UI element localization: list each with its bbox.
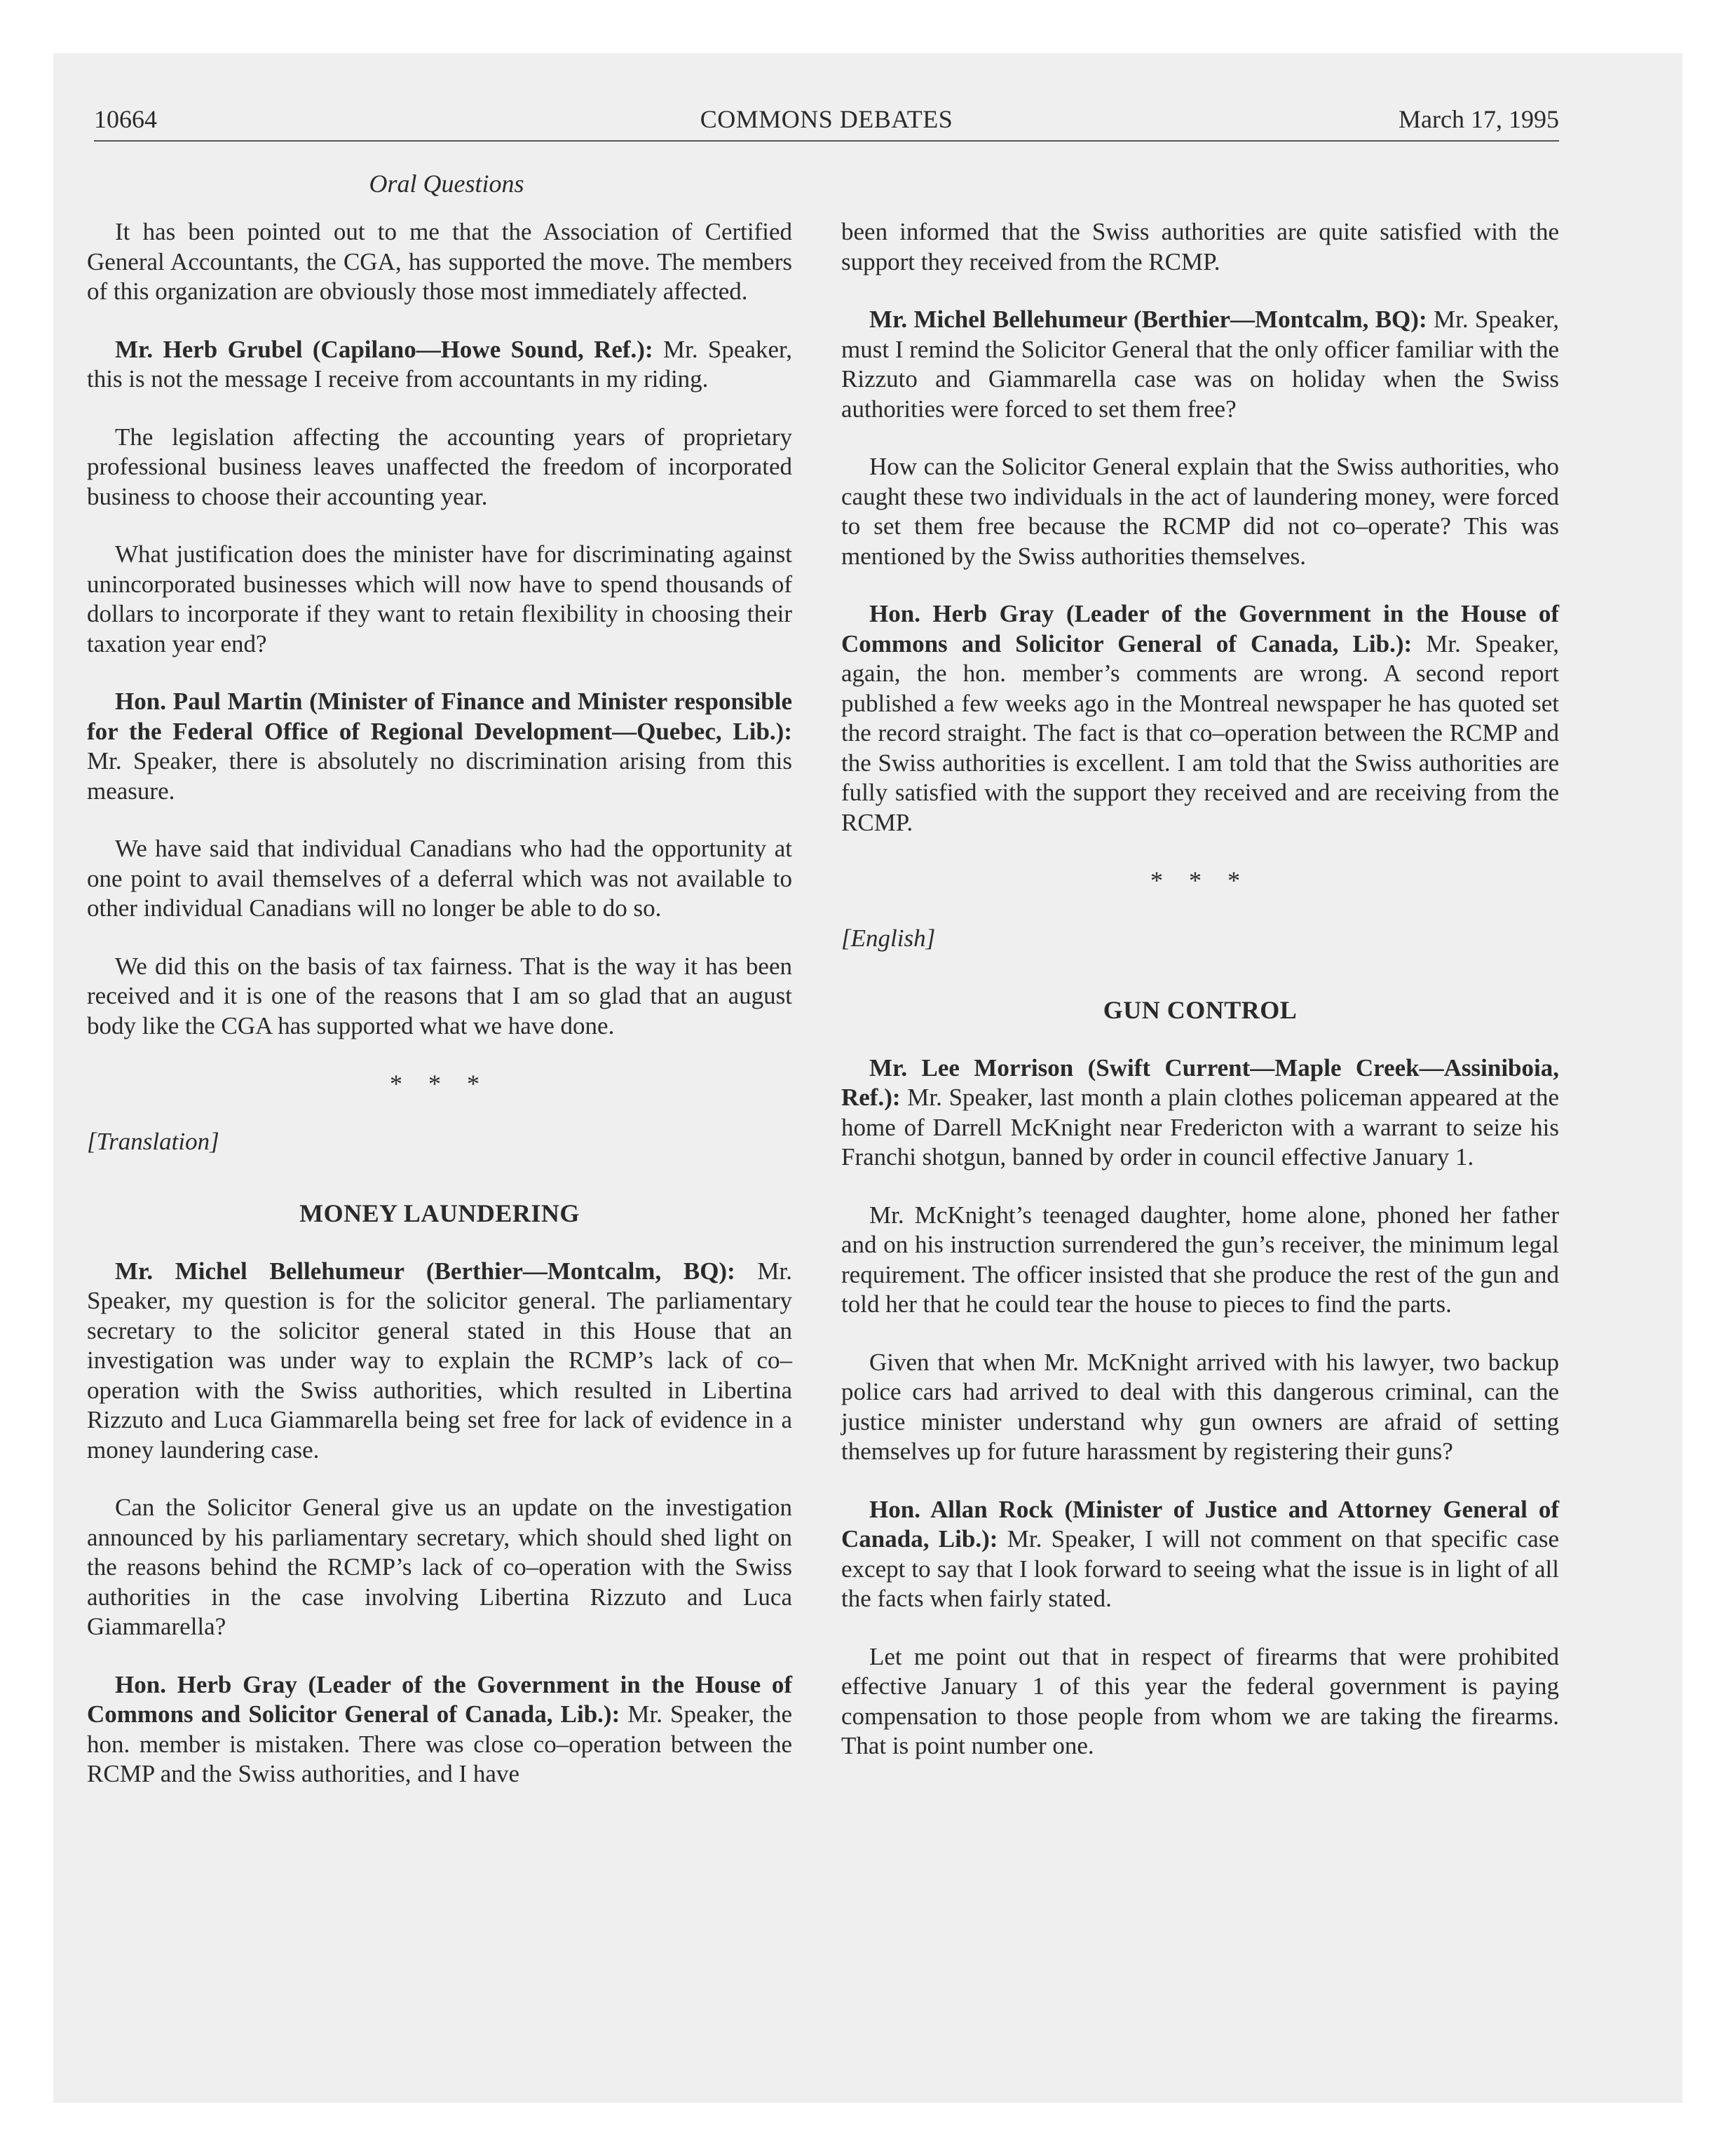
publication-title: COMMONS DEBATES [700,105,953,133]
paragraph [87,687,792,806]
paragraph: been informed that the Swiss authorities are quite satisfied with the support they received from the RCMP. [841,218,1559,275]
speaker-name: Hon. Herb Gray (Leader of the Government in the House of Commons and Solicitor General of Canada, Lib.): [87,1670,792,1728]
speech-text: Mr. Speaker, must I remind the Solicitor General that the only officer familiar with the Rizzuto and Giammarella case was on holiday when the Swiss authorities were forced to set them free? [841,306,1559,423]
paragraph: We did this on the basis of tax fairness. That is the way it has been received and it is one of the reasons that I am so glad that an august body like the CGA has supported what we have done. [87,952,792,1039]
speech-text: Mr. Speaker, last month a plain clothes policeman appeared at the home of Darrell McKnight near Fredericton with a warrant to seize his Franchi shotgun, banned by order in council effective January 1. [841,1084,1559,1171]
speech-text: Mr. Speaker, the hon. member is mistaken. There was close co–operation between the RCMP and the Swiss authorities, and I have [87,1700,792,1787]
paragraph [87,1257,792,1466]
speaker-name: Mr. Michel Bellehumeur (Berthier—Montcalm, BQ): [115,1257,735,1285]
page-number: 10664 [94,105,157,133]
language-tag: [Translation] [87,1127,219,1155]
paragraph: The legislation affecting the accounting years of proprietary professional business leaves unaffected the freedom of incorporated business to choose their accounting year. [87,423,792,510]
section-heading: MONEY LAUNDERING [299,1199,580,1227]
paragraph: Let me point out that in respect of firearms that were prohibited effective January 1 of this year the federal government is paying compensation to those people from whom we are taking the firearms. That is point number one. [841,1642,1559,1759]
speaker-name: Mr. Lee Morrison (Swift Current—Maple Creek—Assiniboia, Ref.): [841,1053,1559,1111]
speech-text: Mr. Speaker, there is absolutely no discrimination arising from this measure. [87,747,792,805]
paragraph: Mr. McKnight’s teenaged daughter, home alone, phoned her father and on his instruction surrendered the gun’s receiver, the minimum legal requirement. The officer insisted that she produce the rest of the gun and told her that he could tear the house to pieces to find the parts. [841,1201,1559,1318]
paragraph [841,1495,1559,1614]
paragraph: How can the Solicitor General explain that the Swiss authorities, who caught these two individuals in the act of laundering money, were forced to set them free because the RCMP did not co–operate? This was mentioned by the Swiss authorities themselves. [841,453,1559,570]
speaker-name: Hon. Herb Gray (Leader of the Government in the House of Commons and Solicitor General of Canada, Lib.): [841,600,1559,657]
language-tag: [English] [841,924,936,952]
speaker-name: Hon. Allan Rock (Minister of Justice and Attorney General of Canada, Lib.): [841,1495,1559,1553]
section-label: Oral Questions [369,170,524,198]
left-column [87,217,792,1817]
speech-text: Mr. Speaker, I will not comment on that specific case except to say that I look forward to seeing what the issue is in light of all the facts when fairly stated. [841,1525,1559,1612]
paragraph: We have said that individual Canadians who had the opportunity at one point to avail themselves of a deferral which was not available to other individual Canadians will no longer be able to do so. [87,835,792,922]
page-header [94,104,1559,142]
speech-text: Mr. Speaker, again, the hon. member’s comments are wrong. A second report published a few weeks ago in the Montreal newspaper he has quoted set the record straight. The fact is that co–operation between the RCMP and the Swiss authorities is excellent. I am told that the Swiss authorities are fully satisfied with the support they received and are receiving from the RCMP. [841,629,1559,836]
right-column [841,217,1559,1789]
speech-text: Mr. Speaker, this is not the message I receive from accountants in my riding. [87,335,793,393]
section-divider: * * * [1150,866,1250,894]
speaker-name: Mr. Michel Bellehumeur (Berthier—Montcalm, BQ): [869,306,1427,333]
section-divider: * * * [390,1070,489,1098]
speaker-name: Mr. Herb Grubel (Capilano—Howe Sound, Ref.): [115,335,653,363]
paragraph [841,305,1559,424]
paragraph: It has been pointed out to me that the Association of Certified General Accountants, the CGA, has supported the move. The members of this organization are obviously those most immediately affected. [87,218,792,305]
speaker-name: Hon. Paul Martin (Minister of Finance and Minister responsible for the Federal Office of Regional Development—Quebec, Lib.): [87,688,792,745]
paragraph [87,1670,792,1789]
paragraph [87,335,792,395]
paragraph: Can the Solicitor General give us an update on the investigation announced by his parliamentary secretary, which should shed light on the reasons behind the RCMP’s lack of co–operation with the Swiss authorities in the case involving Libertina Rizzuto and Luca Giammarella? [87,1494,792,1640]
publication-date: March 17, 1995 [1399,105,1559,133]
speech-text: Mr. Speaker, my question is for the solicitor general. The parliamentary secretary to the solicitor general stated in this House that an investigation was under way to explain the RCMP’s lack of co–operation with the Swiss authorities, which resulted in Libertina Rizzuto and Luca Giammarella being set free for lack of evidence in a money laundering case. [87,1257,792,1464]
paragraph: What justification does the minister have for discriminating against unincorporated businesses which will now have to spend thousands of dollars to incorporate if they want to retain flexibility in choosing their taxation year end? [87,540,792,657]
paragraph [841,599,1559,838]
paragraph: Given that when Mr. McKnight arrived with his lawyer, two backup police cars had arrived to deal with this dangerous criminal, can the justice minister understand why gun owners are afraid of setting themselves up for future harassment by registering their guns? [841,1348,1559,1465]
paragraph [841,1053,1559,1173]
section-heading: GUN CONTROL [1103,996,1298,1024]
